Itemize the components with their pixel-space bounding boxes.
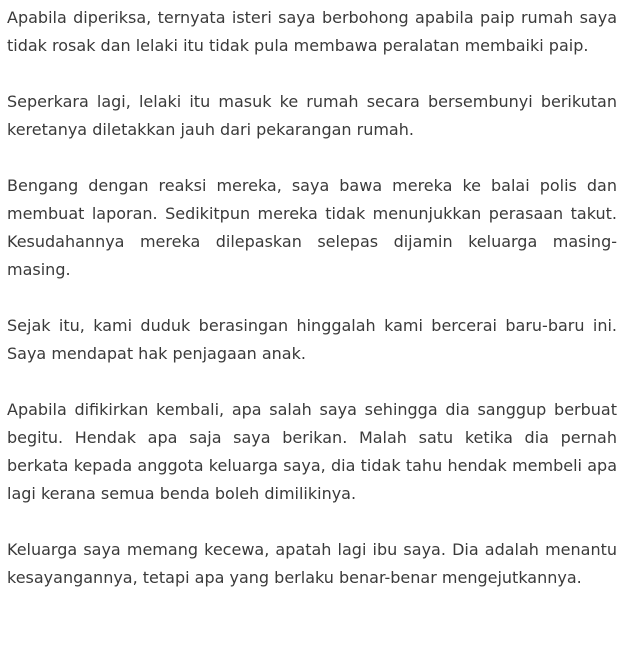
paragraph: Apabila diperiksa, ternyata isteri saya berbohong apabila paip rumah saya tidak rosak dan lelaki itu tidak pula membawa peralatan membaiki paip. <box>7 8 617 55</box>
paragraph: Keluarga saya memang kecewa, apatah lagi ibu saya. Dia adalah menantu kesayangannya, tetapi apa yang berlaku benar-benar mengejutkannya. <box>7 540 617 587</box>
paragraph: Bengang dengan reaksi mereka, saya bawa mereka ke balai polis dan membuat laporan. Sedikitpun mereka tidak menunjukkan perasaan takut. Kesudahannya mereka dilepaskan selepas dijamin keluarga masing-masing. <box>7 176 617 279</box>
paragraph: Sejak itu, kami duduk berasingan hinggalah kami bercerai baru-baru ini. Saya mendapat hak penjagaan anak. <box>7 316 617 363</box>
paragraph: Apabila difikirkan kembali, apa salah saya sehingga dia sanggup berbuat begitu. Hendak apa saja saya berikan. Malah satu ketika dia pernah berkata kepada anggota keluarga saya, dia tidak tahu hendak membeli apa lagi kerana semua benda boleh dimilikinya. <box>7 400 617 503</box>
paragraph: Seperkara lagi, lelaki itu masuk ke rumah secara bersembunyi berikutan keretanya diletakkan jauh dari pekarangan rumah. <box>7 92 617 139</box>
